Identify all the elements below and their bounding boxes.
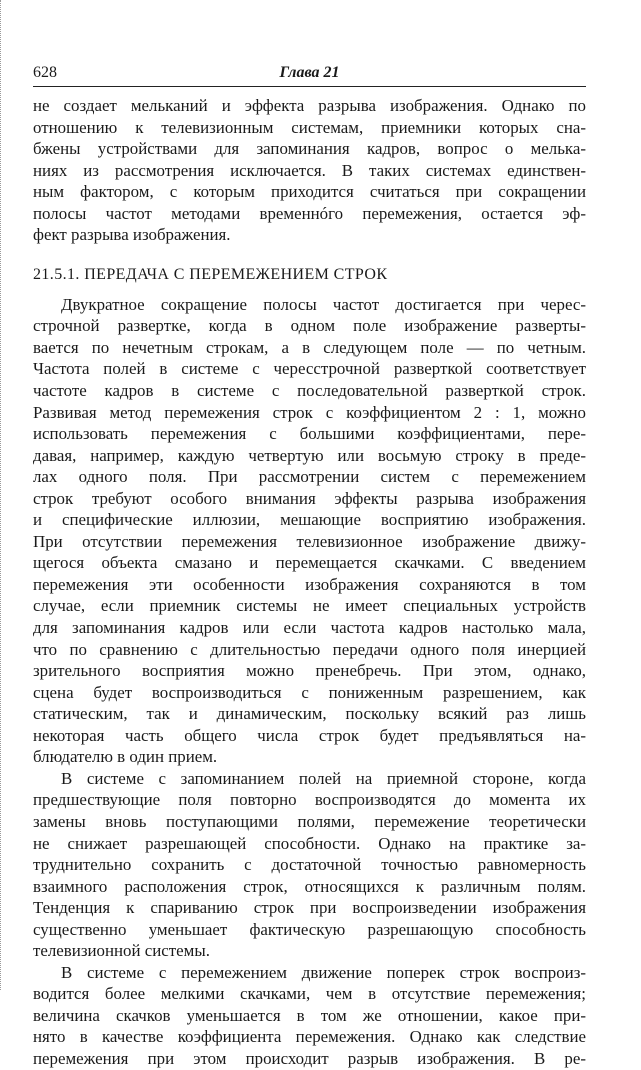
text-line: При отсутствии перемежения телевизионное изображение движу-: [33, 531, 586, 551]
text-line: для запоминания кадров или если частота кадров настолько мала,: [33, 618, 586, 638]
text-line: строчной развертке, когда в одном поле изображение разверты-: [33, 316, 586, 336]
text-line: водится более мелкими скачками, чем в отсутствие перемежения;: [33, 984, 586, 1004]
text-line: сцена будет воспроизводиться с пониженным разрешением, как: [33, 682, 586, 702]
text-line: вается по нечетным строкам, а в следующем поле — по четным.: [33, 337, 586, 357]
paragraph-2: [33, 768, 586, 962]
text-line: что по сравнению с длительностью передачи одного поля инерцией: [33, 639, 586, 659]
text-line: величина скачков уменьшается в том же отношении, какое при-: [33, 1005, 586, 1025]
page-number: 628: [33, 64, 57, 81]
chapter-title: Глава 21: [279, 64, 340, 81]
text-line: Развивая метод перемежения строк с коэффициентом 2 : 1, можно: [33, 402, 586, 422]
text-line: ниях из рассмотрения исключается. В таких системах единствен-: [33, 160, 586, 180]
text-line: бжены устройствами для запоминания кадров, вопрос о мелька-: [33, 139, 586, 159]
text-line: и специфические иллюзии, мешающие восприятию изображения.: [33, 510, 586, 530]
text-line: ным фактором, с которым приходится считаться при сокращении: [33, 182, 586, 202]
text-line: статическим, так и динамическим, поскольку всякий раз лишь: [33, 704, 586, 724]
text-line: Двукратное сокращение полосы частот достигается при черес-: [61, 294, 586, 314]
section-heading: 21.5.1. ПЕРЕДАЧА С ПЕРЕМЕЖЕНИЕМ СТРОК: [33, 265, 388, 283]
text-line: В системе с запоминанием полей на приемной стороне, когда: [61, 768, 586, 788]
text-line: взаимного расположения строк, относящихся к различным полям.: [33, 876, 586, 896]
text-line: перемежения эти особенности изображения сохраняются в том: [33, 574, 586, 594]
text-line: фект разрыва изображения.: [33, 225, 231, 245]
text-line: телевизионной системы.: [33, 941, 210, 961]
text-line: давая, например, каждую четвертую или восьмую строку в преде-: [33, 445, 586, 465]
text-line: лах одного поля. При рассмотрении систем с перемежением: [33, 467, 586, 487]
text-line: не создает мельканий и эффекта разрыва изображения. Однако по: [33, 96, 586, 115]
paragraph-3: [33, 962, 586, 1070]
text-line: не снижает разрешающей способности. Однако на практике за-: [33, 833, 586, 853]
header-rule: [33, 86, 586, 87]
text-line: блюдателю в один прием.: [33, 747, 218, 767]
text-line: существенно уменьшает фактическую разрешающую способность: [33, 919, 586, 939]
page-edge: [0, 0, 4, 990]
text-line: предшествующие поля повторно воспроизводятся до момента их: [33, 790, 586, 810]
text-line: перемежения при этом происходит разрыв изображения. В ре-: [33, 1048, 586, 1068]
text-line: Тенденция к спариванию строк при воспроизведении изображения: [33, 898, 586, 918]
text-line: некоторая часть общего числа строк будет предъявляться на-: [33, 725, 586, 745]
intro-paragraph: [33, 95, 586, 246]
text-line: частоте кадров в системе с последовательной разверткой строк.: [33, 381, 586, 401]
text-line: строк требуют особого внимания эффекты разрыва изображения: [33, 488, 586, 508]
text-line: полосы частот методами временнóго перемежения, остается эф-: [33, 203, 586, 223]
text-line: зрительного восприятия можно пренебречь. При этом, однако,: [33, 661, 586, 681]
text-line: труднительно сохранить с достаточной точностью равномерность: [33, 855, 586, 875]
text-line: замены вновь поступающими полями, перемежение теоретически: [33, 811, 586, 831]
text-line: использовать перемежения с большими коэффициентами, пере-: [33, 424, 586, 444]
running-header: [33, 64, 586, 86]
book-page: [33, 64, 586, 1070]
text-line: Частота полей в системе с чересстрочной разверткой соответствует: [33, 359, 586, 379]
body-text: [33, 95, 586, 1070]
text-line: В системе с перемежением движение поперек строк воспроиз-: [61, 962, 586, 982]
text-line: нято в качестве коэффициента перемежения. Однако как следствие: [33, 1027, 586, 1047]
text-line: случае, если приемник системы не имеет специальных устройств: [33, 596, 586, 616]
text-line: отношению к телевизионным системам, приемники которых сна-: [33, 117, 586, 137]
paragraph-1: [33, 294, 586, 768]
text-line: щегося объекта смазано и перемещается скачками. С введением: [33, 553, 586, 573]
